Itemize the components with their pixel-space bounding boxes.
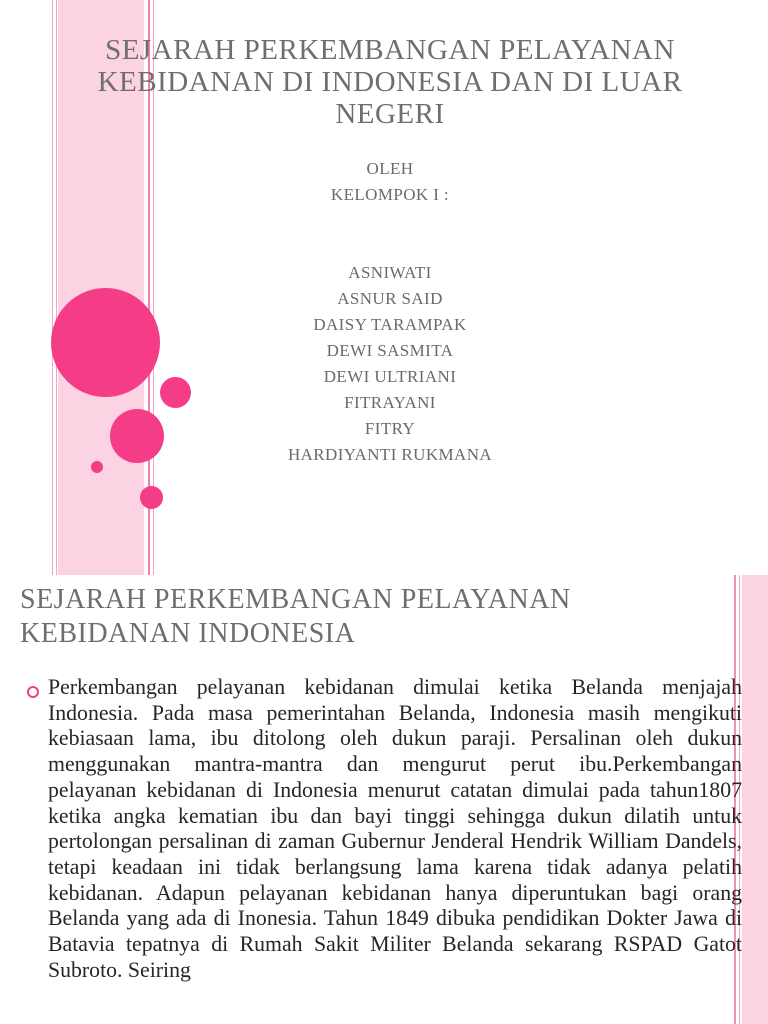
decorative-circle [140,486,163,509]
member-name: DEWI ULTRIANI [323,367,457,386]
member-name: FITRY [364,419,416,438]
slide-title: SEJARAH PERKEMBANGAN PELAYANAN KEBIDANAN DI INDONESIA DAN DI LUAR NEGERI [97,34,683,130]
bullet-icon [27,686,39,698]
decorative-circle [91,461,103,473]
body-paragraph: Perkembangan pelayanan kebidanan dimulai ketika Belanda menjajah Indonesia. Pada masa pemerintahan Belanda, Indonesia masih mengikuti kebiasaan lama, ibu ditolong oleh dukun paraji. Persalinan oleh dukun menggunakan mantra-mantra dan mengurut perut ibu.Perkembangan pelayanan kebidanan di Indonesia menurut catatan dimulai pada tahun1807 ketika angka kematian ibu dan bayi tinggi sehingga dukun dilatih untuk pertolongan persalinan di zaman Gubernur Jenderal Hendrik William Dandels, tetapi keadaan ini tidak berlangsung lama karena tidak adanya pelatih kebidanan. Adapun pelayanan kebidanan hanya diperuntukan bagi orang Belanda yang ada di Inonesia. Tahun 1849 dibuka pendidikan Dokter Jawa di Batavia tepatnya di Rumah Sakit Militer Belanda sekarang RSPAD Gatot Subroto. Seiring [48,675,742,982]
content-slide [0,575,768,1024]
group-label: KELOMPOK I : [330,185,450,204]
decorative-circle [110,409,164,463]
member-name: ASNIWATI [348,263,432,282]
slide-title: SEJARAH PERKEMBANGAN PELAYANAN KEBIDANAN INDONESIA [20,584,571,649]
decorative-circle [160,377,191,408]
decorative-stripe [742,575,768,1024]
member-name: FITRAYANI [344,393,436,412]
member-name: ASNUR SAID [337,289,443,308]
member-name: HARDIYANTI RUKMANA [287,445,493,464]
member-name: DAISY TARAMPAK [313,315,467,334]
by-label: OLEH [366,159,414,178]
member-name: DEWI SASMITA [326,341,454,360]
decorative-circle [51,288,160,397]
member-list [200,260,580,468]
author-heading [200,156,580,208]
